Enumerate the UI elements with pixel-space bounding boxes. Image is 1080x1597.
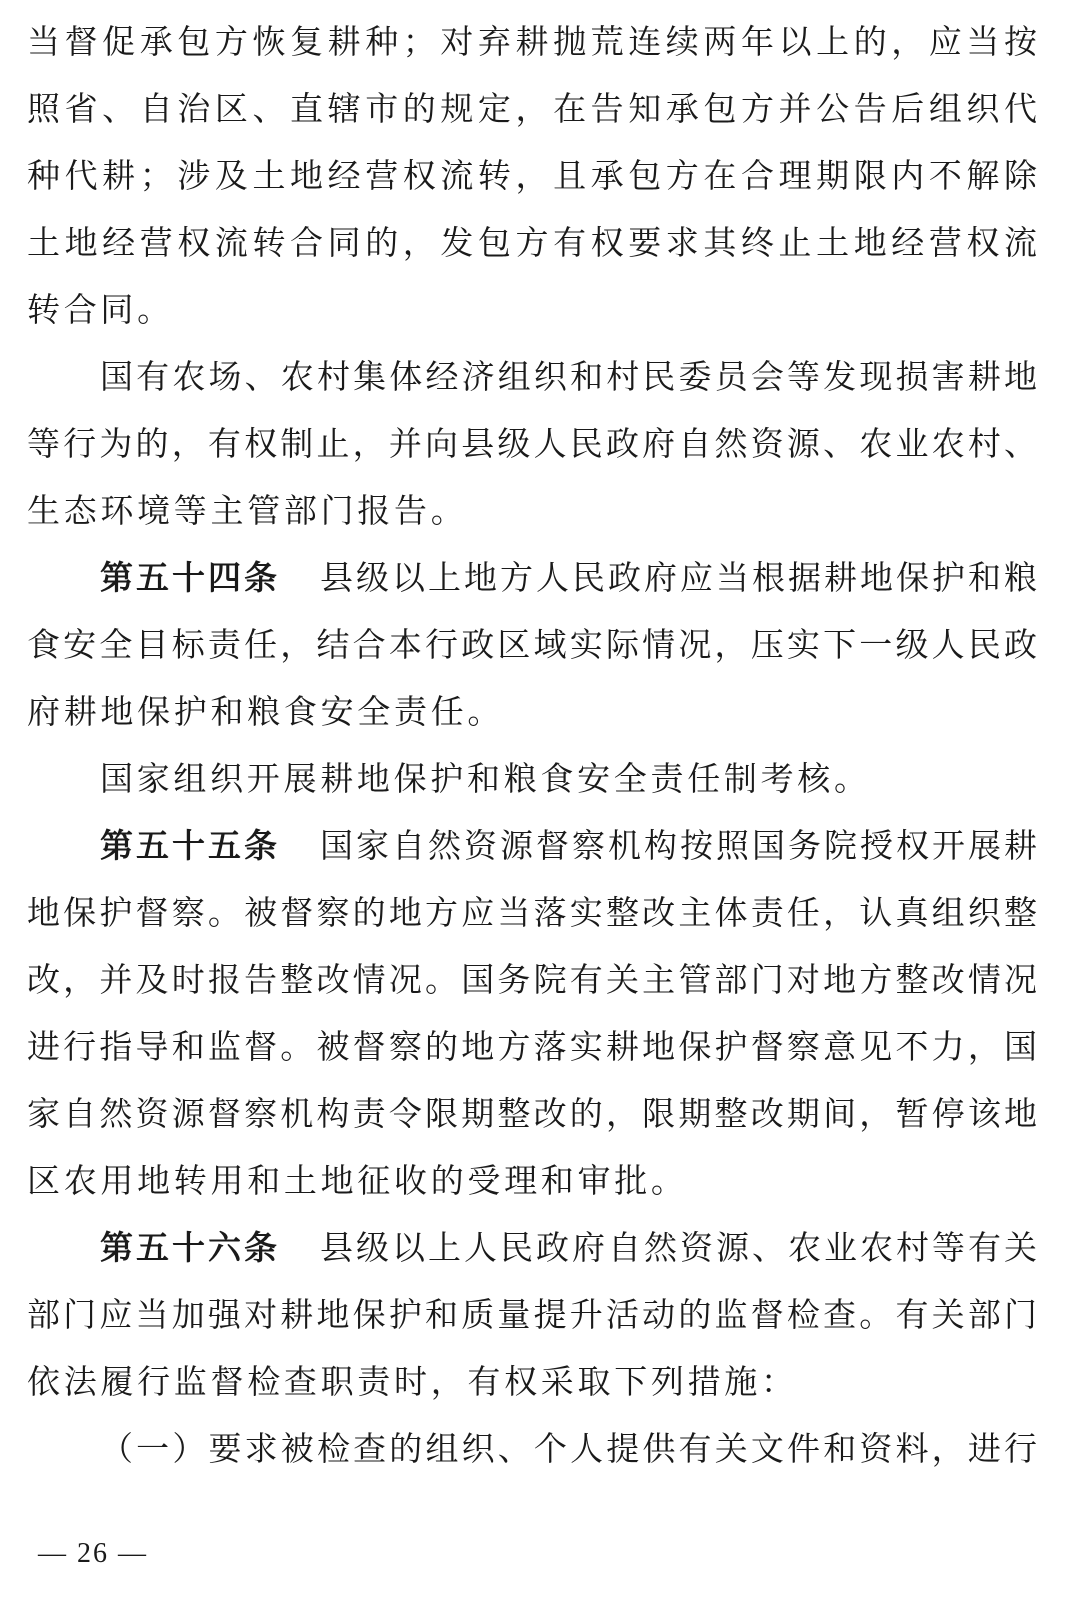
text-line: 地保护督察。被督察的地方应当落实整改主体责任，认真组织整 — [27, 893, 1037, 932]
page-number: — 26 — — [38, 1538, 148, 1569]
text-line: 改，并及时报告整改情况。国务院有关主管部门对地方整改情况 — [27, 960, 1037, 999]
text-line: 等行为的，有权制止，并向县级人民政府自然资源、农业农村、 — [27, 424, 1037, 463]
text-line: 部门应当加强对耕地保护和质量提升活动的监督检查。有关部门 — [27, 1295, 1037, 1334]
document-page — [27, 8, 1037, 1482]
text-line: 种代耕；涉及土地经营权流转，且承包方在合理期限内不解除 — [27, 156, 1037, 195]
article-55-first-line — [27, 812, 1037, 879]
text-span: 县级以上地方人民政府应当根据耕地保护和粮 — [320, 558, 1037, 597]
article-56-first-line — [27, 1214, 1037, 1281]
text-line: 当督促承包方恢复耕种；对弃耕抛荒连续两年以上的，应当按 — [27, 22, 1037, 61]
text-line: 国家组织开展耕地保护和粮食安全责任制考核。 — [100, 759, 871, 798]
text-line: 照省、自治区、直辖市的规定，在告知承包方并公告后组织代 — [27, 89, 1037, 128]
article-54-first-line — [27, 544, 1037, 611]
text-span: 国家自然资源督察机构按照国务院授权开展耕 — [320, 826, 1037, 865]
text-line: 转合同。 — [27, 290, 174, 329]
text-line: 食安全目标责任，结合本行政区域实际情况，压实下一级人民政 — [27, 625, 1037, 664]
article-number-54: 第五十四条 — [100, 558, 280, 597]
text-line: 区农用地转用和土地征收的受理和审批。 — [27, 1161, 688, 1200]
text-line: 府耕地保护和粮食安全责任。 — [27, 692, 505, 731]
text-line: 依法履行监督检查职责时，有权采取下列措施： — [27, 1362, 798, 1401]
text-line: 家自然资源督察机构责令限期整改的，限期整改期间，暂停该地 — [27, 1094, 1037, 1133]
text-line: 土地经营权流转合同的，发包方有权要求其终止土地经营权流 — [27, 223, 1037, 262]
text-line: 生态环境等主管部门报告。 — [27, 491, 468, 530]
list-item-1: （一）要求被检查的组织、个人提供有关文件和资料，进行 — [100, 1429, 1037, 1468]
text-line: 国有农场、农村集体经济组织和村民委员会等发现损害耕地 — [100, 357, 1037, 396]
article-number-55: 第五十五条 — [100, 826, 280, 865]
article-number-56: 第五十六条 — [100, 1228, 280, 1267]
text-line: 进行指导和监督。被督察的地方落实耕地保护督察意见不力，国 — [27, 1027, 1037, 1066]
text-span: 县级以上人民政府自然资源、农业农村等有关 — [320, 1228, 1037, 1267]
